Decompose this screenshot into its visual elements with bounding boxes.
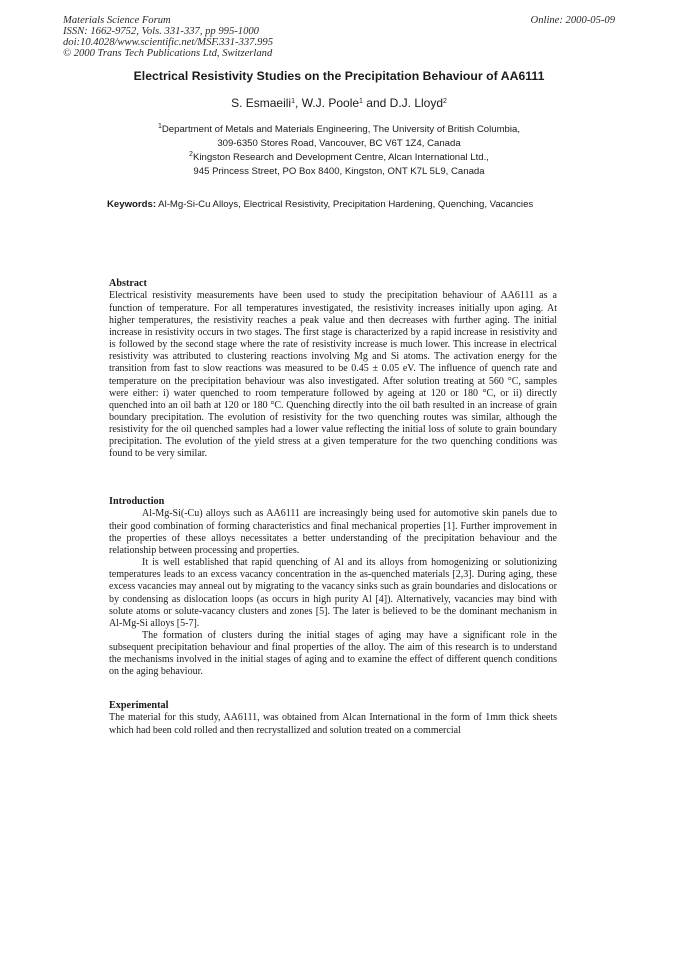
affiliation-line: 945 Princess Street, PO Box 8400, Kingston, ONT K7L 5L9, Canada <box>193 165 485 177</box>
journal-doi: doi:10.4028/www.scientific.net/MSF.331-337.995 <box>63 37 273 48</box>
experimental-section <box>109 700 557 737</box>
introduction-heading: Introduction <box>109 496 165 507</box>
paper-title: Electrical Resistivity Studies on the Precipitation Behaviour of AA6111 <box>133 69 545 83</box>
affiliation <box>0 151 678 178</box>
keywords-label: Keywords: <box>107 199 157 210</box>
author-name: W.J. Poole <box>301 96 360 110</box>
introduction-section <box>109 496 557 679</box>
affiliation-line: Kingston Research and Development Centre, Alcan International Ltd., <box>192 152 489 163</box>
experimental-text: The material for this study, AA6111, was obtained from Alcan International in the form of 1mm thick sheets which had been cold rolled and then recrystallized and solution treated on a commercial <box>109 712 557 736</box>
introduction-paragraph: It is well established that rapid quenching of Al and its alloys from homogenizing or solutionizing temperatures leads to an excess vacancy concentration in the as-quenched materials [2,3]. During aging, these excess vacancies may anneal out by migrating to the vacancy sinks such as grain boundaries and dislocations or by condensing as dislocation loops (as occurs in high purity Al [4]). Alternatively, vacancies may bind with solute atoms or solute-vacancy clusters and zones [5]. The later is believed to be the dominant mechanism in Al-Mg-Si alloys [5-7]. <box>109 557 557 629</box>
keywords-text: Al-Mg-Si-Cu Alloys, Electrical Resistivity, Precipitation Hardening, Quenching, Vacancies <box>156 199 534 210</box>
author-affiliation-mark: 1 <box>291 98 296 105</box>
affiliation-line: 309-6350 Stores Road, Vancouver, BC V6T 1Z4, Canada <box>217 137 461 149</box>
author-separator: , <box>295 96 302 110</box>
journal-name: Materials Science Forum <box>63 15 171 26</box>
author-list <box>0 96 678 110</box>
affiliation-mark: 1 <box>157 123 162 130</box>
introduction-paragraph: The formation of clusters during the initial stages of aging may have a significant role in the subsequent precipitation behaviour and final properties of the alloy. The aim of this research is to understand the mechanisms involved in the initial stages of aging and to examine the effect of different quench conditions on the aging behaviour. <box>109 629 557 678</box>
journal-issn: ISSN: 1662-9752, Vols. 331-337, pp 995-1000 <box>63 26 259 37</box>
abstract-section <box>109 278 557 461</box>
author-name: S. Esmaeili <box>231 96 292 110</box>
online-date: Online: 2000-05-09 <box>530 15 615 26</box>
author-separator: and <box>362 96 390 110</box>
affiliation-mark: 2 <box>189 151 193 158</box>
experimental-heading: Experimental <box>109 700 169 711</box>
journal-copyright: © 2000 Trans Tech Publications Ltd, Switzerland <box>63 48 273 59</box>
keywords <box>107 198 547 211</box>
journal-info <box>63 15 273 59</box>
affiliation <box>0 123 678 150</box>
abstract-text: Electrical resistivity measurements have been used to study the precipitation behaviour of AA6111 as a function of temperature. For all temperatures investigated, the resistivity increases initially upon aging. At higher temperatures, the resistivity reaches a peak value and then decreases with further aging. The initial increase in resistivity occurs in two stages. The first stage is characterized by a rapid increase in resistivity and is followed by the second stage where the rate of resistivity increase is much lower. This increase in electrical resistivity was attributed to clustering reactions involving Mg and Si atoms. The activation energy for the transition from fast to slow reactions was measured to be 0.45 ± 0.05 eV. The influence of quench rate and temperature on the precipitation behaviour was also investigated. After solution treating at 560 °C, samples were either: i) water quenched to room temperature followed by ageing at 120 or 180 °C, or ii) directly quenched into an oil bath at 120 or 180 °C. Quenching directly into the oil bath resulted in an increase of grain boundary precipitation. The evolution of resistivity for the two quenching routes was similar, although the resistivity for the oil quenched samples had a lower value reflecting the initial loss of solute to grain boundary precipitation. The evolution of the yield stress at a given temperature for the two quenching conditions was found to be very similar. <box>109 290 557 460</box>
author-affiliation-mark: 2 <box>443 98 447 105</box>
affiliation-line: Department of Metals and Materials Engineering, The University of British Columbia, <box>161 124 521 135</box>
abstract-heading: Abstract <box>109 278 147 289</box>
author-name: D.J. Lloyd <box>389 96 444 110</box>
author-affiliation-mark: 1 <box>359 98 363 105</box>
introduction-paragraph: Al-Mg-Si(-Cu) alloys such as AA6111 are increasingly being used for automotive skin panels due to their good combination of forming characteristics and final mechanical properties [1]. Further improvement in the properties of these alloys necessitates a better understanding of the precipitation behaviour and the relationship between processing and properties. <box>109 508 557 556</box>
